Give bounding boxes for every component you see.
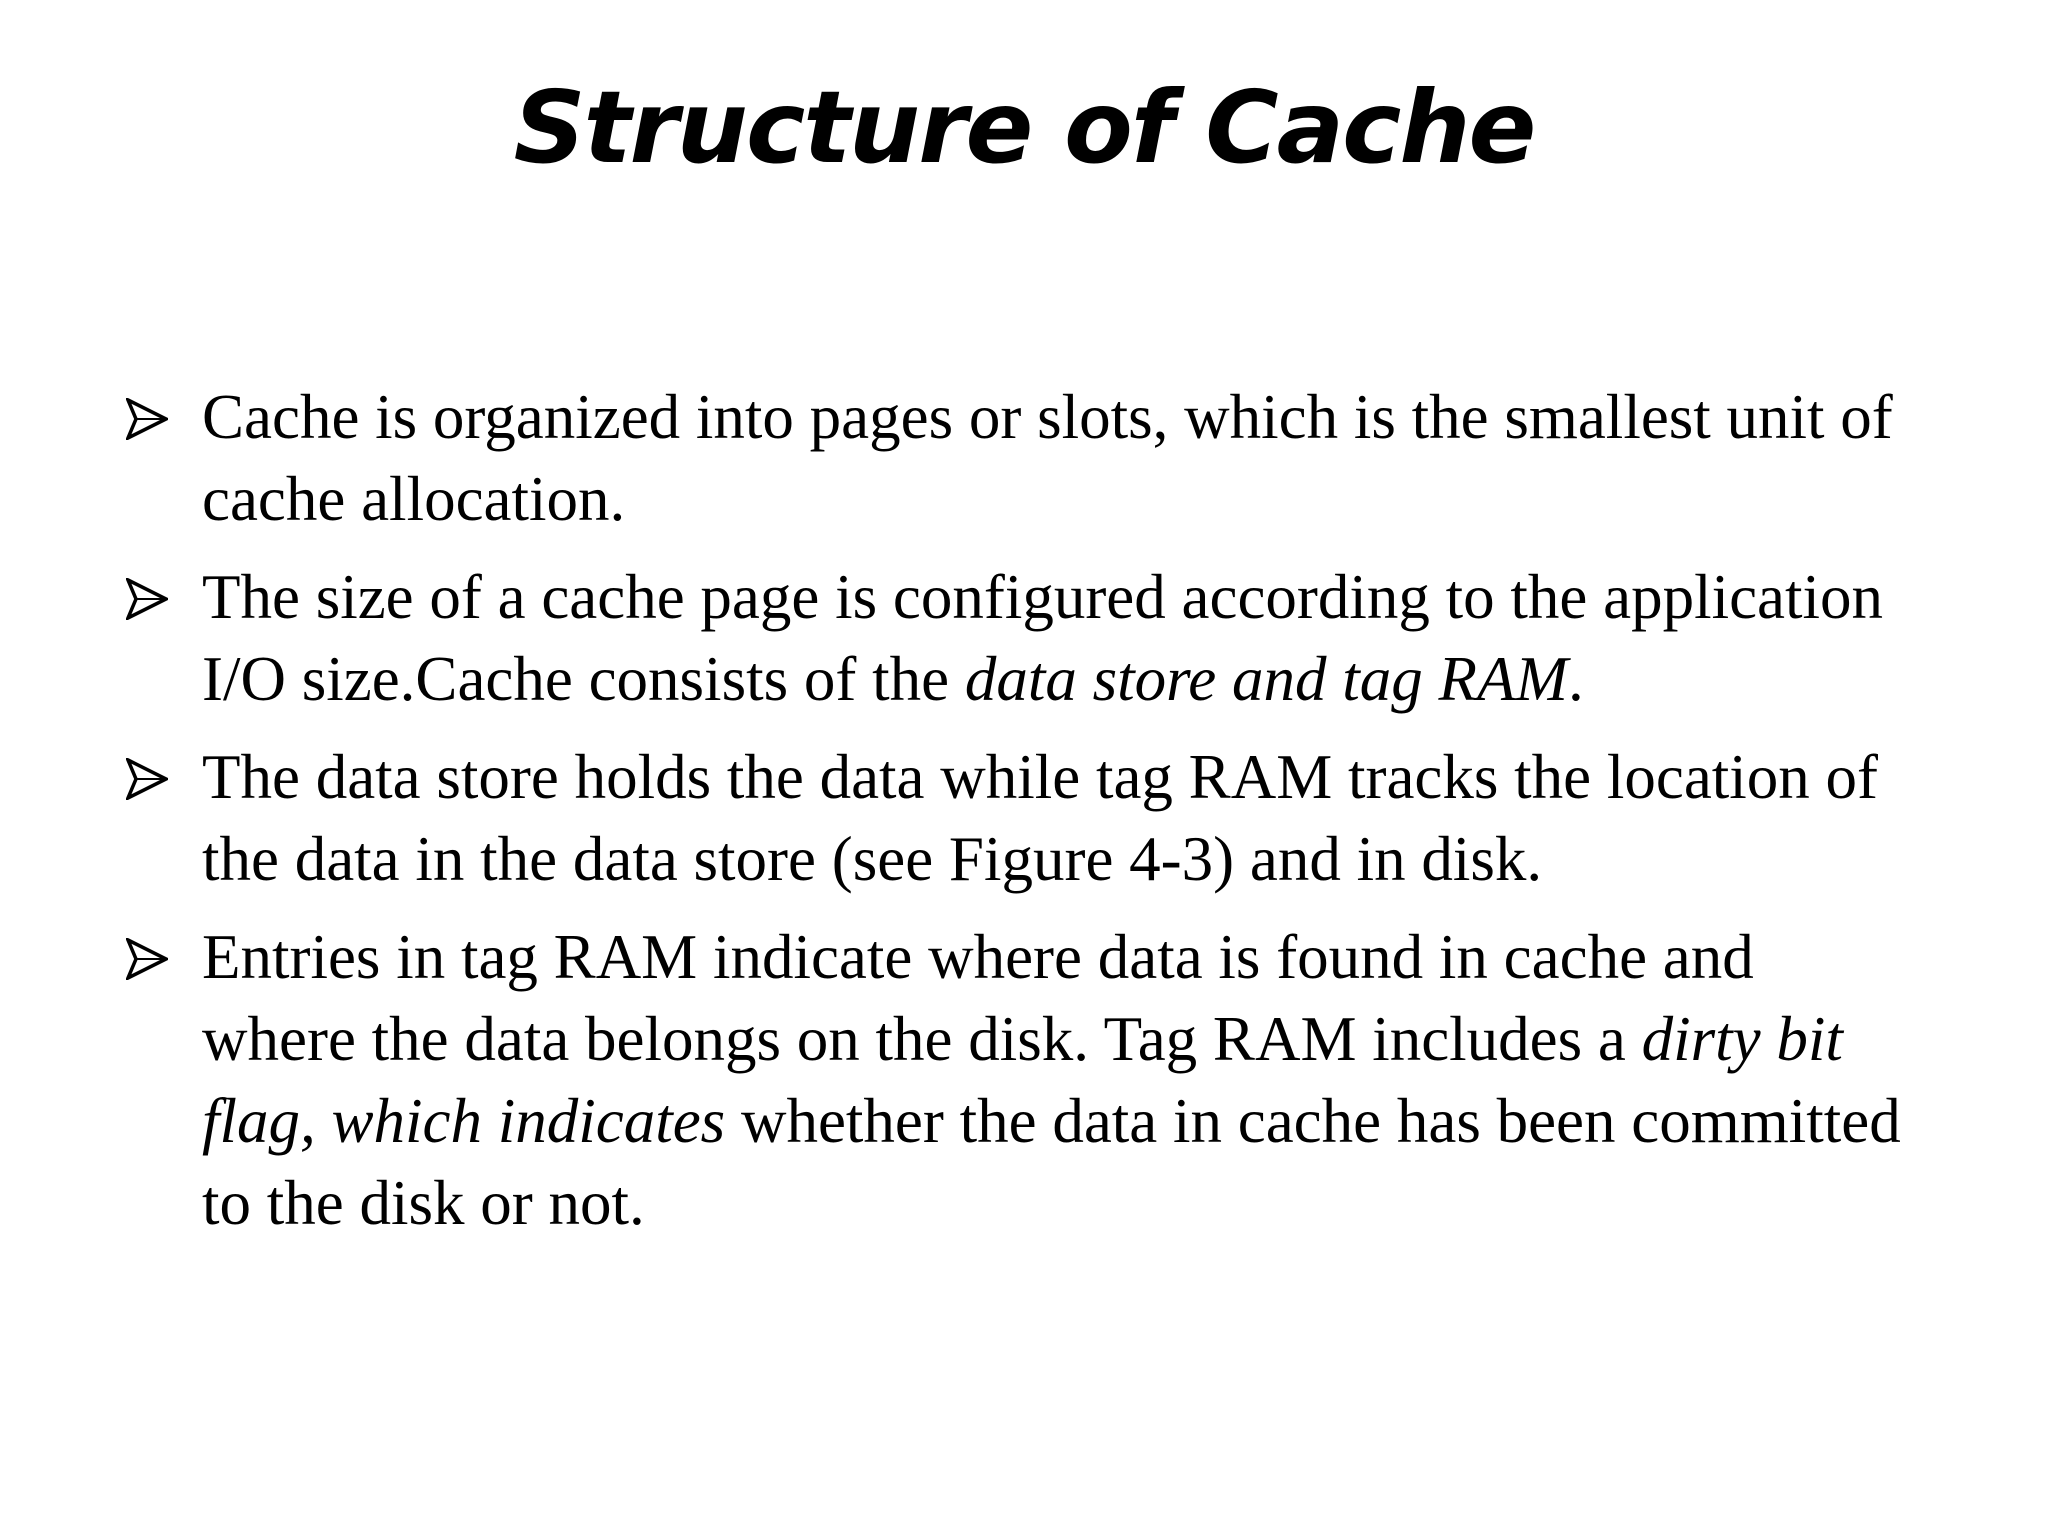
bullet-text-segment: . [1567,644,1584,714]
bullet-text-segment: Entries in tag RAM indicate where data is found in cache and where the data belongs on the disk. Tag RAM includes a [202,922,1754,1074]
bullet-text-segment: The data store holds the data while tag RAM tracks the location of the data in the data store (see Figure 4-3) and in disk. [202,742,1879,894]
bullet-text [202,562,1883,714]
bullet-item [126,556,1916,720]
bullet-text [202,742,1878,894]
bullet-item [126,736,1916,900]
bullet-text-emphasis: dirty bit flag, which indicates [202,1004,1843,1156]
bullet-text [202,382,1893,534]
arrowhead-bullet-icon [126,758,168,800]
bullet-text-segment: Cache is organized into pages or slots, which is the smallest unit of cache allocation. [202,382,1893,534]
arrowhead-bullet-icon [126,938,168,980]
bullet-text-segment: whether the data in cache has been committed to the disk or not. [202,1086,1901,1238]
bullet-item [126,376,1916,540]
arrowhead-bullet-icon [126,398,168,440]
bullet-text-emphasis: data store and tag RAM [964,644,1568,714]
bullet-list [126,376,1916,1260]
slide-title: Structure of Cache [513,69,1535,186]
bullet-text-segment: The size of a cache page is configured according to the application I/O size.Cache consists of the [202,562,1884,714]
bullet-text [202,922,1901,1238]
bullet-item [126,916,1916,1244]
arrowhead-bullet-icon [126,578,168,620]
